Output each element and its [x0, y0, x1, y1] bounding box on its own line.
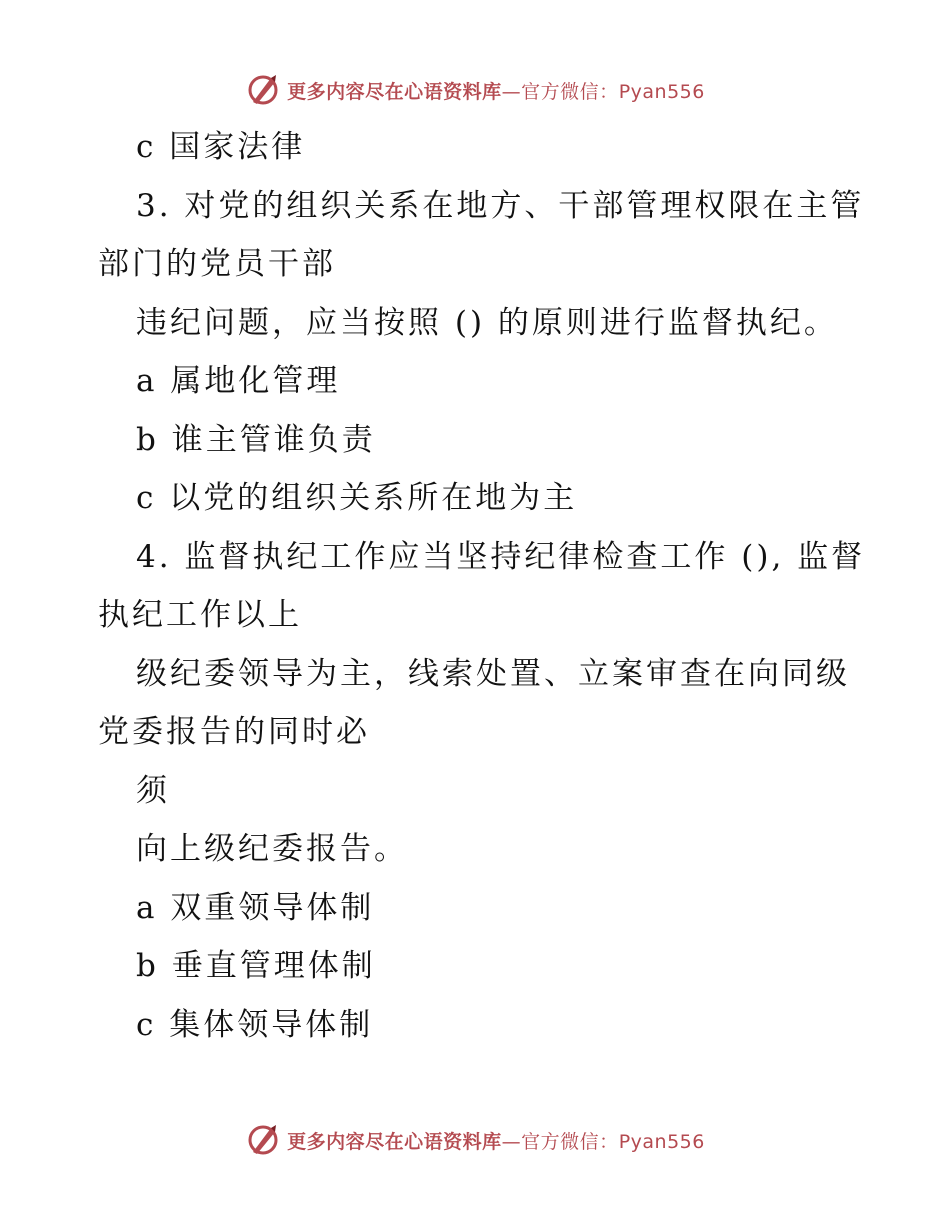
text-line: c 以党的组织关系所在地为主 [136, 480, 578, 516]
watermark-wechat-id: Pyan556 [618, 1130, 705, 1153]
text-line: c 国家法律 [136, 129, 306, 165]
text-line: 4. 监督执纪工作应当坚持纪律检查工作 (), 监督 [136, 538, 866, 575]
text-line: a 属地化管理 [136, 363, 341, 399]
text-line: 3. 对党的组织关系在地方、干部管理权限在主管 [136, 187, 865, 224]
watermark-slogan: 更多内容尽在心语资料库 [287, 80, 502, 103]
text-line: 执纪工作以上 [98, 597, 302, 633]
text-line: b 谁主管谁负责 [136, 421, 376, 458]
watermark-wechat-label: 官方微信： [521, 1130, 619, 1153]
text-line: 部门的党员干部 [98, 246, 336, 282]
text-line: 党委报告的同时必 [98, 714, 370, 750]
text-line: 违纪问题，应当按照 () 的原则进行监督执纪。 [136, 304, 838, 341]
watermark-separator: — [501, 1130, 522, 1153]
footer-watermark [0, 1120, 950, 1160]
watermark-slogan: 更多内容尽在心语资料库 [287, 1130, 502, 1153]
watermark-text [287, 77, 705, 104]
watermark-wechat-id: Pyan556 [618, 80, 705, 103]
text-line: b 垂直管理体制 [136, 948, 376, 984]
watermark-separator: — [501, 80, 522, 103]
header-watermark [0, 70, 950, 110]
document-body [98, 118, 866, 1054]
watermark-text [287, 1127, 705, 1154]
text-line: 须 [136, 772, 170, 809]
quill-logo-icon [245, 72, 281, 108]
text-line: 向上级纪委报告。 [136, 831, 408, 867]
quill-logo-icon [245, 1122, 281, 1158]
text-line: a 双重领导体制 [136, 889, 375, 926]
text-line: 级纪委领导为主，线索处置、立案审查在向同级 [136, 655, 850, 692]
text-line: c 集体领导体制 [136, 1006, 374, 1043]
watermark-wechat-label: 官方微信： [521, 80, 619, 103]
